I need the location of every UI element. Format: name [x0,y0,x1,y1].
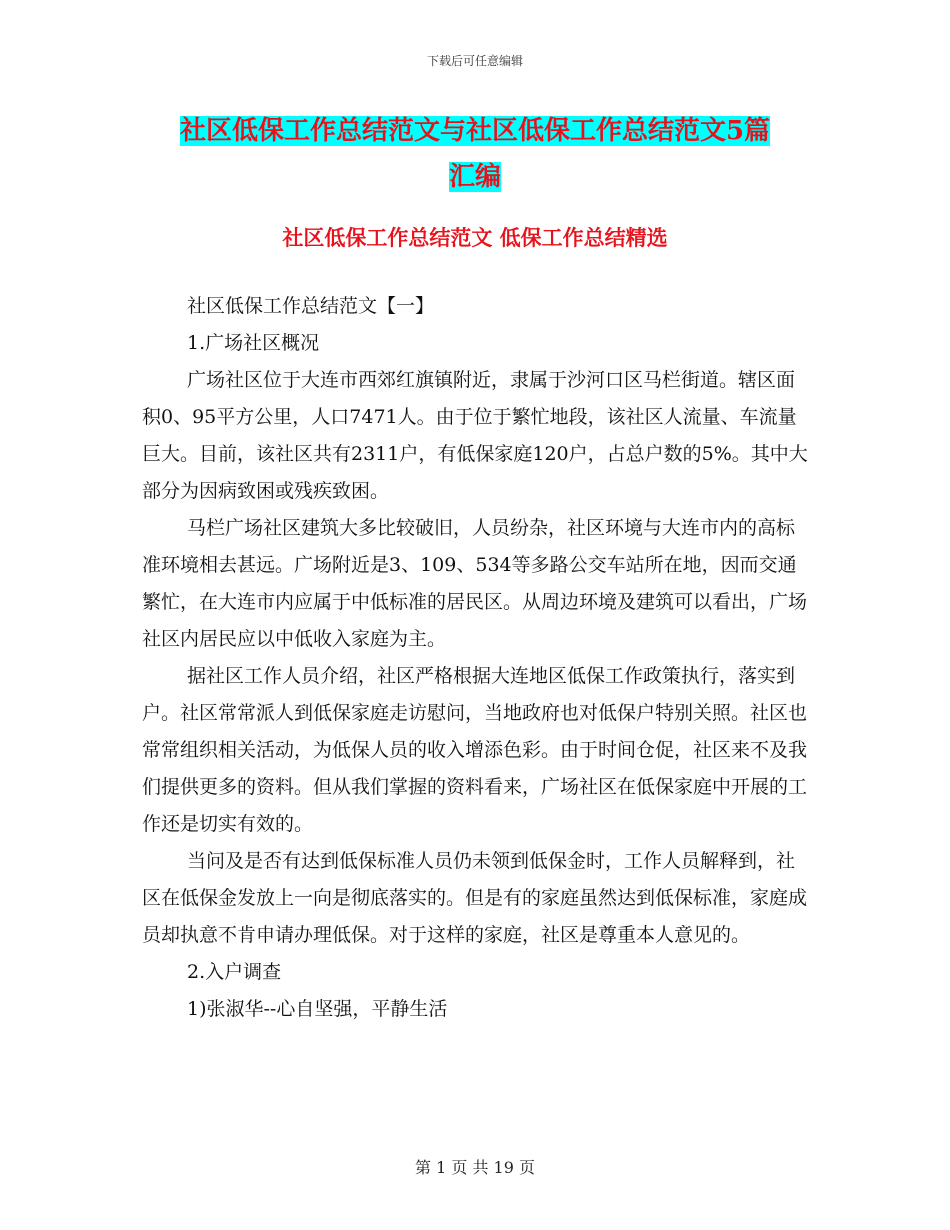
paragraph: 马栏广场社区建筑大多比较破旧，人员纷杂，社区环境与大连市内的高标准环境相去甚远。广场附近是3、109、534等多路公交车站所在地，因而交通繁忙，在大连市内应属于中低标准的居民区。从周边环境及建筑可以看出，广场社区内居民应以中低收入家庭为主。 [142,517,808,650]
document-body [142,288,808,1028]
paragraph: 当问及是否有达到低保标准人员仍未领到低保金时，工作人员解释到，社区在低保金发放上一向是彻底落实的。但是有的家庭虽然达到低保标准，家庭成员却执意不肯申请办理低保。对于这样的家庭，社区是尊重本人意见的。 [142,850,808,946]
document-title [150,108,800,200]
heading-overview: 1.广场社区概况 [187,332,320,354]
page-header-note: 下载后可任意编辑 [426,54,523,68]
paragraph: 广场社区位于大连市西郊红旗镇附近，隶属于沙河口区马栏街道。辖区面积0、95平方公里，人口7471人。由于位于繁忙地段，该社区人流量、车流量巨大。目前，该社区共有2311户，有低保家庭120户，占总户数的5%。其中大部分为因病致困或残疾致困。 [142,369,808,502]
page-number: 第 1 页 共 19 页 [415,1158,535,1177]
heading-household-survey: 2.入户调查 [187,961,282,983]
heading-case-1: 1)张淑华--心自坚强，平静生活 [187,998,448,1020]
paragraph: 据社区工作人员介绍，社区严格根据大连地区低保工作政策执行，落实到户。社区常常派人到低保家庭走访慰问，当地政府也对低保户特别关照。社区也常常组织相关活动，为低保人员的收入增添色彩。由于时间仓促，社区来不及我们提供更多的资料。但从我们掌握的资料看来，广场社区在低保家庭中开展的工作还是切实有效的。 [142,665,808,835]
title-line-1: 社区低保工作总结范文与社区低保工作总结范文5篇 [179,116,771,146]
document-subtitle: 社区低保工作总结范文 低保工作总结精选 [282,225,668,250]
section-heading: 社区低保工作总结范文【一】 [187,295,435,317]
title-line-2: 汇编 [448,162,501,192]
